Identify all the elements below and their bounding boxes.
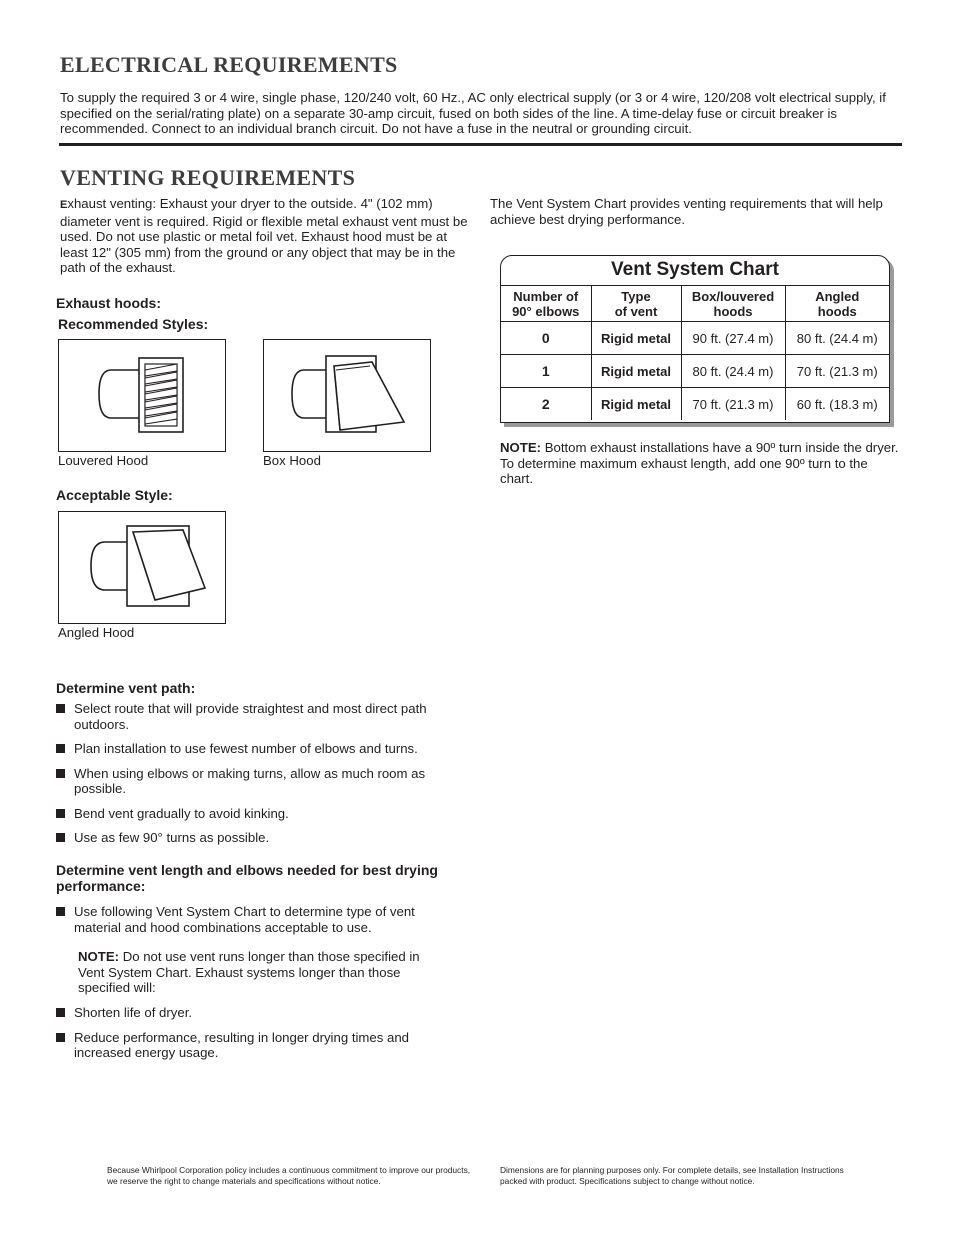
venting-intro-text: xhaust venting: Exhaust your dryer to the outside. 4" (102 mm) diameter vent is required. Rigid or flexible metal exhaust vent must be used. Do not use plastic or metal foil vet. Exhaust hood must be at least 12" (305 mm) from the ground or any object that may be in the path of the exhaust.	[60, 196, 468, 276]
chart-note	[500, 440, 900, 487]
header-line: hoods	[713, 303, 753, 319]
list-item: Shorten life of dryer.	[56, 1005, 456, 1021]
venting-intro-initial: E	[60, 199, 68, 211]
table-header-row	[501, 286, 889, 322]
cell-elbows: 2	[501, 388, 591, 421]
box-hood-illustration	[263, 339, 431, 452]
vent-path-heading: Determine vent path:	[56, 680, 196, 696]
header-line: Type	[621, 288, 651, 304]
cell-type: Rigid metal	[591, 388, 681, 421]
list-item: Reduce performance, resulting in longer drying times and increased energy usage.	[56, 1030, 424, 1061]
acceptable-style-label: Acceptable Style:	[56, 487, 173, 503]
cell-angled: 70 ft. (21.3 m)	[785, 355, 889, 388]
list-item: Use following Vent System Chart to determine type of vent material and hood combinations acceptable to use.	[56, 904, 454, 935]
cell-box: 90 ft. (27.4 m)	[681, 322, 785, 355]
note-text: Do not use vent runs longer than those specified in Vent System Chart. Exhaust systems longer than those specified will:	[78, 949, 420, 996]
header-line: Angled	[815, 288, 860, 304]
header-type	[591, 286, 681, 322]
footer-left: Because Whirlpool Corporation policy includes a continuous commitment to improve our products, we reserve the right to change materials and specifications without notice.	[107, 1165, 471, 1186]
louvered-hood-icon	[59, 340, 225, 451]
louvered-hood-illustration	[58, 339, 226, 452]
vent-length-list	[56, 904, 456, 935]
vent-length-note	[78, 949, 448, 996]
exhaust-hoods-label: Exhaust hoods:	[56, 295, 162, 311]
angled-hood-illustration	[58, 511, 226, 624]
venting-heading: VENTING REQUIREMENTS	[60, 165, 356, 190]
header-box-louvered	[681, 286, 785, 322]
box-hood-caption: Box Hood	[263, 453, 321, 468]
vent-system-chart	[500, 255, 890, 423]
chart-frame	[500, 255, 890, 423]
cell-elbows: 0	[501, 322, 591, 355]
note-label: NOTE:	[78, 949, 120, 964]
header-angled	[785, 286, 889, 322]
angled-hood-caption: Angled Hood	[58, 625, 135, 640]
cell-type: Rigid metal	[591, 355, 681, 388]
venting-intro	[60, 196, 470, 276]
list-item: Bend vent gradually to avoid kinking.	[56, 806, 456, 822]
box-hood-icon	[264, 340, 430, 451]
louvered-hood-caption: Louvered Hood	[58, 453, 149, 468]
table-row	[501, 322, 889, 355]
list-item: Use as few 90° turns as possible.	[56, 830, 456, 846]
header-line: 90° elbows	[512, 303, 580, 319]
electrical-heading: ELECTRICAL REQUIREMENTS	[60, 52, 398, 77]
recommended-styles-label: Recommended Styles:	[58, 316, 209, 332]
vent-length-heading: Determine vent length and elbows needed for best drying performance:	[56, 862, 438, 894]
header-line: Number of	[513, 288, 579, 304]
angled-hood-icon	[59, 512, 225, 623]
header-elbows	[501, 286, 591, 322]
section-divider	[59, 143, 902, 146]
chart-title: Vent System Chart	[501, 256, 889, 286]
list-item: Plan installation to use fewest number of elbows and turns.	[56, 741, 456, 757]
cell-box: 70 ft. (21.3 m)	[681, 388, 785, 421]
note-text: Bottom exhaust installations have a 90º turn inside the dryer. To determine maximum exhaust length, add one 90º turn to the chart.	[500, 440, 899, 487]
electrical-body: To supply the required 3 or 4 wire, single phase, 120/240 volt, 60 Hz., AC only electrical supply (or 3 or 4 wire, 120/208 volt electrical supply, if specified on the serial/rating plate) on a separate 30-amp circuit, fused on both sides of the line. A time-delay fuse or circuit breaker is recommended. Connect to an individual branch circuit. Do not have a fuse in the neutral or grounding circuit.	[60, 90, 886, 137]
table-row	[501, 355, 889, 388]
consequence-list	[56, 1005, 456, 1061]
table-row	[501, 388, 889, 421]
chart-intro: The Vent System Chart provides venting requirements that will help achieve best drying performance.	[490, 196, 883, 227]
footer-right: Dimensions are for planning purposes only. For complete details, see Installation Instructions packed with product. Specifications subject to change without notice.	[500, 1165, 844, 1186]
list-item: Select route that will provide straightest and most direct path outdoors.	[56, 701, 434, 726]
cell-elbows: 1	[501, 355, 591, 388]
cell-angled: 60 ft. (18.3 m)	[785, 388, 889, 421]
cell-type: Rigid metal	[591, 322, 681, 355]
list-item: When using elbows or making turns, allow as much room as possible.	[56, 766, 454, 797]
vent-path-list	[56, 701, 456, 846]
note-label: NOTE:	[500, 440, 542, 455]
cell-box: 80 ft. (24.4 m)	[681, 355, 785, 388]
header-line: hoods	[817, 303, 857, 319]
header-line: of vent	[614, 303, 658, 319]
cell-angled: 80 ft. (24.4 m)	[785, 322, 889, 355]
header-line: Box/louvered	[691, 288, 775, 304]
vent-chart-table	[501, 286, 889, 420]
